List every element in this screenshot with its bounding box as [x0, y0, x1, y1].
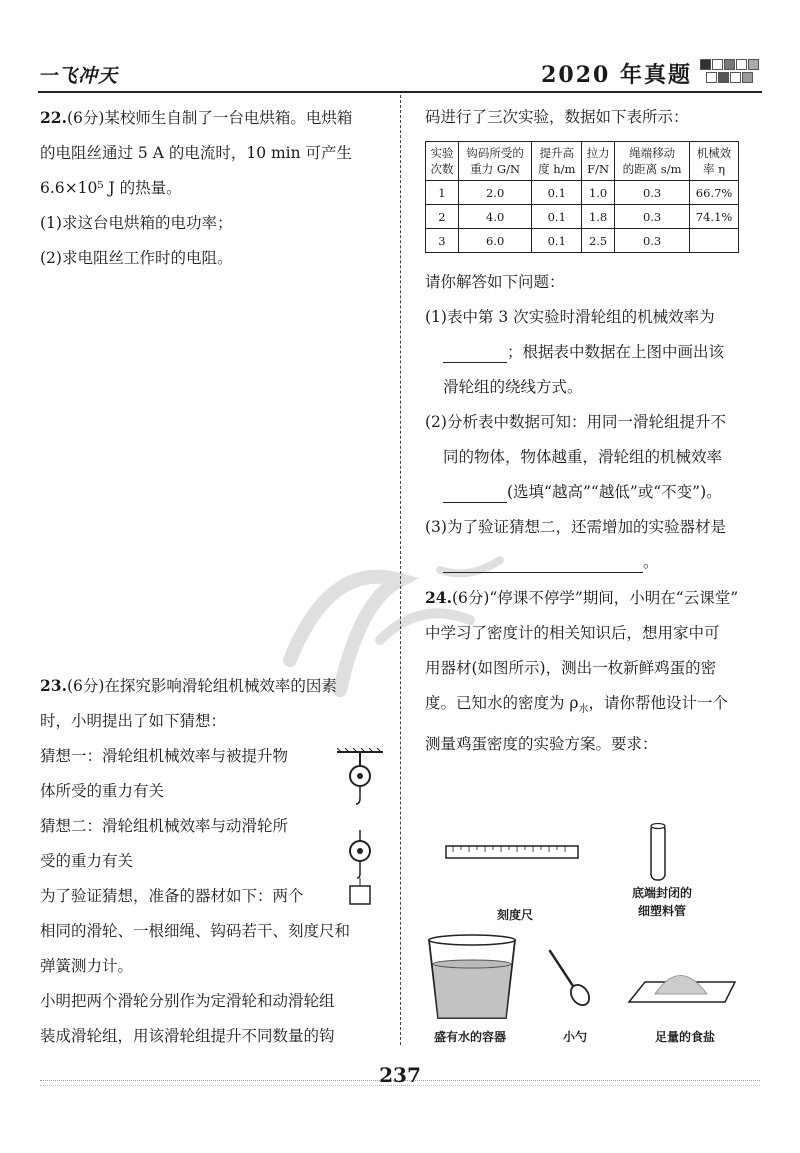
- q23-sub3-line-1: (3)为了验证猜想二，还需增加的实验器材是: [425, 518, 726, 536]
- q23-prompt: 请你解答如下问题：: [425, 273, 565, 291]
- table-cell: 0.3: [615, 181, 690, 205]
- table-cell: 2: [426, 205, 459, 229]
- q22-line-3: 6.6×10⁵ J 的热量。: [40, 179, 182, 197]
- table-cell: 0.3: [615, 229, 690, 253]
- q24-number: 24.: [425, 588, 452, 607]
- ruler-label: 刻度尺: [496, 908, 533, 922]
- fixed-pulley-figure: [335, 748, 385, 808]
- q24-line-2: 中学习了密度计的相关知识后，想用家中可: [425, 624, 720, 642]
- q23-sub1-line-1: (1)表中第 3 次实验时滑轮组的机械效率为: [425, 308, 715, 326]
- q22-line-1: (6分)某校师生自制了一台电烘箱。电烘箱: [66, 109, 353, 127]
- tube-label: [612, 884, 712, 920]
- spoon-label: 小勺: [562, 1030, 587, 1044]
- brand-logo: 一飞冲天: [38, 65, 119, 87]
- guess-2-line-1: 猜想二：滑轮组机械效率与动滑轮所: [40, 817, 289, 835]
- table-header-cell: 钩码所受的 重力 G/N: [458, 142, 531, 181]
- q23-more-4: 小明把两个滑轮分别作为定滑轮和动滑轮组: [40, 992, 335, 1010]
- q24-line-4: 度。已知水的密度为 $\rho_水$，请你帮他设计一个: [425, 694, 729, 716]
- table-cell: 2.0: [458, 181, 531, 205]
- q22-line-2: 的电阻丝通过 5 A 的电流时，10 min 可产生: [40, 144, 353, 162]
- q22-sub-2: (2)求电阻丝工作时的电阻。: [40, 249, 233, 267]
- table-header-cell: 机械效 率 η: [690, 142, 739, 181]
- water-container-figure: [426, 932, 518, 1024]
- q23-more-5: 装成滑轮组，用该滑轮组提升不同数量的钩: [40, 1027, 335, 1045]
- table-header-cell: 提升高 度 h/m: [532, 142, 582, 181]
- table-row: [426, 229, 739, 253]
- table-cell: 1.8: [582, 205, 615, 229]
- table-row: [426, 205, 739, 229]
- container-label: 盛有水的容器: [433, 1030, 506, 1044]
- movable-pulley-figure: [335, 826, 385, 916]
- guess-1-line-2: 体所受的重力有关: [40, 782, 165, 800]
- table-cell: 0.1: [532, 181, 582, 205]
- q23-sub1-line-2: ；根据表中数据在上图中画出该: [507, 343, 725, 361]
- decorative-squares: [700, 59, 762, 87]
- page-number: 237: [379, 1063, 421, 1087]
- q24-line-5: 测量鸡蛋密度的实验方案。要求：: [425, 735, 658, 754]
- q23-line-2: 时，小明提出了如下猜想：: [40, 712, 227, 730]
- header-rule: [38, 91, 762, 93]
- experiment-table: [425, 141, 739, 253]
- watermark-logo: [270, 540, 540, 710]
- page-header: [38, 55, 762, 93]
- q22-sub-1: (1)求这台电烘箱的电功率；: [40, 214, 233, 232]
- q23-sub2-line-2: 同的物体，物体越重，滑轮组的机械效率: [443, 448, 723, 466]
- table-header-cell: 绳端移动 的距离 s/m: [615, 142, 690, 181]
- table-cell: 1: [426, 181, 459, 205]
- table-cell: 66.7%: [690, 181, 739, 205]
- q23-more-1: 为了验证猜想，准备的器材如下：两个: [40, 887, 304, 905]
- q23-sub2-line-3: (选填“越高”“越低”或“不变”)。: [507, 483, 722, 501]
- tube-label-line-2: 细塑料管: [637, 904, 686, 918]
- ruler-figure: [445, 842, 580, 862]
- table-header-row: [426, 142, 739, 181]
- question-22: [40, 100, 390, 276]
- tube-figure: [648, 822, 668, 884]
- q23-line-1: (6分)在探究影响滑轮组机械效率的因素: [66, 677, 337, 695]
- q22-number: 22.: [40, 108, 67, 127]
- q23-sub1-line-3: 滑轮组的绕线方式。: [443, 378, 583, 396]
- q23-sub2-line-1: (2)分析表中数据可知：用同一滑轮组提升不: [425, 413, 726, 431]
- q24-line-1: (6分)“停课不停学”期间，小明在“云课堂”: [451, 589, 739, 607]
- guess-2-line-2: 受的重力有关: [40, 852, 134, 870]
- table-cell: [690, 229, 739, 253]
- table-cell: 6.0: [458, 229, 531, 253]
- table-cell: 3: [426, 229, 459, 253]
- table-cell: 2.5: [582, 229, 615, 253]
- table-cell: 0.1: [532, 229, 582, 253]
- table-cell: 4.0: [458, 205, 531, 229]
- table-header-cell: 拉力 F/N: [582, 142, 615, 181]
- table-cell: 1.0: [582, 181, 615, 205]
- salt-figure: [625, 952, 745, 1008]
- guess-1-line-1: 猜想一：滑轮组机械效率与被提升物: [40, 747, 289, 765]
- page-footer: [0, 1060, 800, 1110]
- table-row: [426, 181, 739, 205]
- year-title: 2020 年真题: [541, 62, 692, 88]
- q23-continued: 码进行了三次实验，数据如下表所示：: [425, 108, 689, 126]
- q23-number: 23.: [40, 676, 67, 695]
- spoon-figure: [545, 948, 595, 1008]
- table-header-cell: 实验 次数: [426, 142, 459, 181]
- answer-blank-1[interactable]: [443, 343, 507, 363]
- table-cell: 74.1%: [690, 205, 739, 229]
- salt-label: 足量的食盐: [654, 1030, 715, 1044]
- tube-label-line-1: 底端封闭的: [631, 886, 692, 900]
- table-cell: 0.1: [532, 205, 582, 229]
- answer-blank-2[interactable]: [443, 483, 507, 503]
- q23-more-3: 弹簧测力计。: [40, 957, 134, 975]
- q23-more-2: 相同的滑轮、一根细绳、钩码若干、刻度尺和: [40, 922, 351, 940]
- q24-line-3: 用器材(如图所示)，测出一枚新鲜鸡蛋的密: [425, 659, 717, 677]
- q23-sub3-line-2: 。: [643, 553, 659, 571]
- table-cell: 0.3: [615, 205, 690, 229]
